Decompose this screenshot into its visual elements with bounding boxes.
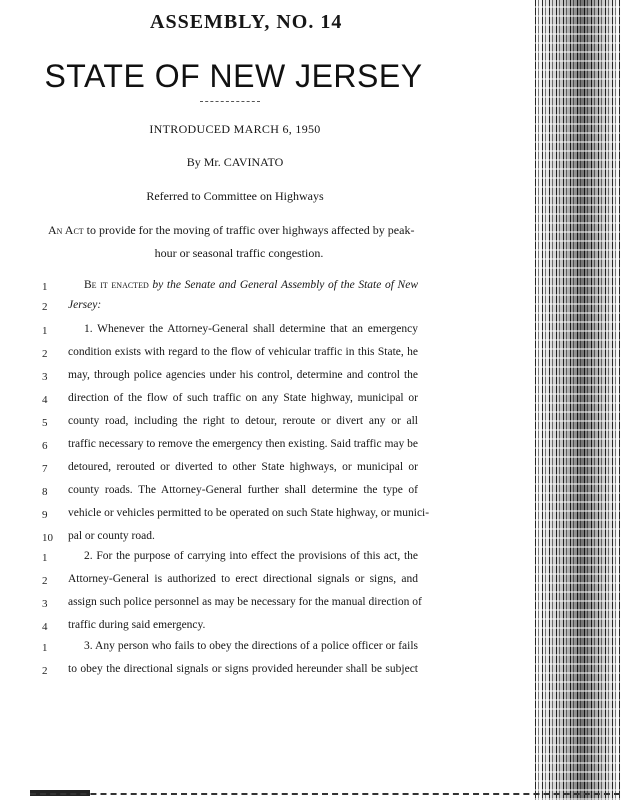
assembly-number: ASSEMBLY, NO. 14 xyxy=(150,11,343,33)
act-prefix: An Act xyxy=(48,223,84,237)
section-2-line: traffic during said emergency. xyxy=(68,619,206,631)
section-1-line: county roads. The Attorney-General further shall determine the type of xyxy=(68,484,418,496)
line-number: 1 xyxy=(42,281,48,293)
committee-referral: Referred to Committee on Highways xyxy=(146,189,324,203)
line-number: 7 xyxy=(42,463,48,475)
section-3-line: to obey the directional signals or signs provided hereunder shall be subject xyxy=(68,663,418,675)
section-2-line: Attorney-General is authorized to erect directional signals or signs, and xyxy=(68,573,418,585)
introduced-date: INTRODUCED MARCH 6, 1950 xyxy=(149,122,321,136)
line-number: 4 xyxy=(42,621,48,633)
section-3-line: 3. Any person who fails to obey the directions of a police officer or fails xyxy=(84,640,418,652)
act-title-text: to provide for the moving of traffic over highways affected by peak- xyxy=(86,223,415,237)
line-number: 3 xyxy=(42,371,48,383)
line-number: 10 xyxy=(42,532,53,544)
section-1-line: detoured, rerouted or diverted to other State highways, or municipal or xyxy=(68,461,418,473)
section-2-line: assign such police personnel as may be necessary for the manual direction of xyxy=(68,596,422,608)
enacting-clause-line-1 xyxy=(84,279,418,291)
section-1-line: may, through police agencies under his control, determine and control the xyxy=(68,369,418,381)
act-title-line-2: hour or seasonal traffic congestion. xyxy=(154,246,324,260)
line-number: 2 xyxy=(42,665,48,677)
section-1-line: traffic necessary to remove the emergency then existing. Said traffic may be xyxy=(68,438,418,450)
line-number: 4 xyxy=(42,394,48,406)
line-number: 3 xyxy=(42,598,48,610)
page-title: STATE OF NEW JERSEY xyxy=(44,58,423,94)
act-title-line-1 xyxy=(48,219,430,241)
enacting-phrase: Be it enacted xyxy=(84,279,149,291)
line-number: 9 xyxy=(42,509,48,521)
line-number: 6 xyxy=(42,440,48,452)
enacting-clause-line-2: Jersey: xyxy=(68,299,102,311)
title-divider xyxy=(200,101,260,102)
section-1-line: direction of the flow of such traffic on any State highway, municipal or xyxy=(68,392,418,404)
enacting-text: by the Senate and General Assembly of the State of New xyxy=(152,279,419,291)
sponsor: By Mr. CAVINATO xyxy=(186,155,284,169)
section-2-line: 2. For the purpose of carrying into effect the provisions of this act, the xyxy=(84,550,418,562)
line-number: 1 xyxy=(42,642,48,654)
line-number: 2 xyxy=(42,301,48,313)
section-1-line: vehicle or vehicles permitted to be operated on such State highway, or munici- xyxy=(68,507,430,519)
section-1-line: condition exists with regard to the flow of vehicular traffic in this State, he xyxy=(68,346,418,358)
line-number: 5 xyxy=(42,417,48,429)
bottom-dashed-rule xyxy=(30,793,620,795)
scan-edge-artifact xyxy=(535,0,621,800)
line-number: 1 xyxy=(42,325,48,337)
line-number: 1 xyxy=(42,552,48,564)
line-number: 2 xyxy=(42,575,48,587)
section-1-line: county road, including the right to detour, reroute or divert any or all xyxy=(68,415,418,427)
section-1-line: 1. Whenever the Attorney-General shall determine that an emergency xyxy=(84,323,418,335)
line-number: 8 xyxy=(42,486,48,498)
section-1-line: pal or county road. xyxy=(68,530,155,542)
line-number: 2 xyxy=(42,348,48,360)
